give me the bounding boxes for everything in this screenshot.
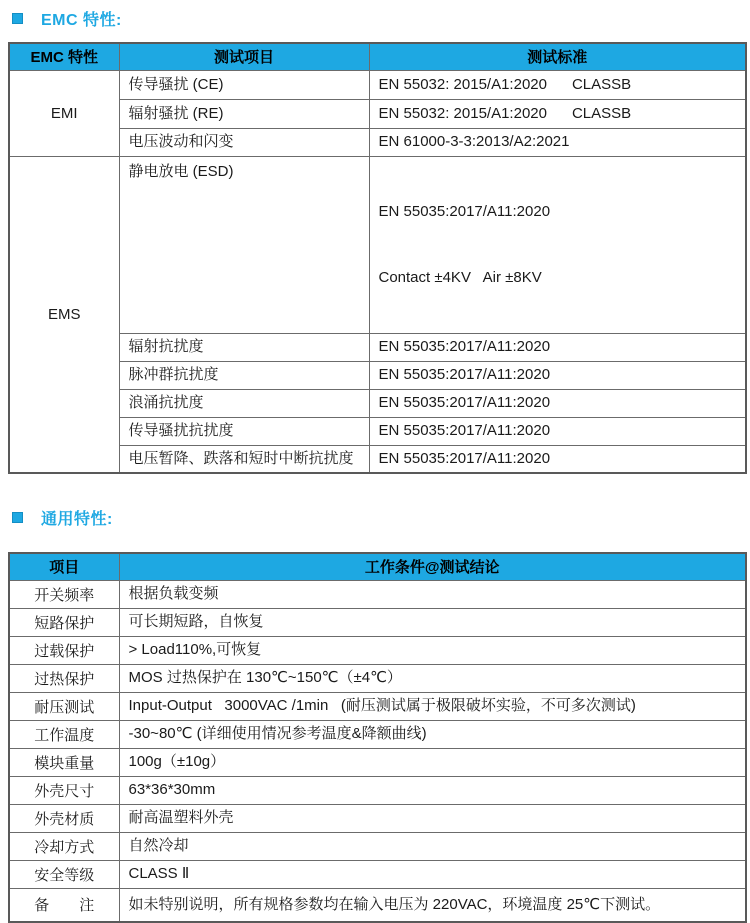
test-item-cell: 电压暂降、跌落和短时中断抗扰度 <box>119 445 369 473</box>
table-row <box>9 333 746 361</box>
general-table-header-row <box>9 553 746 580</box>
general-header-item: 项目 <box>9 553 119 580</box>
general-section-heading <box>12 507 745 527</box>
standard-line-2: Contact ±4KV Air ±8KV <box>378 268 542 286</box>
emc-group-label-emi: EMI <box>9 70 119 156</box>
table-row <box>9 156 746 333</box>
table-row <box>9 70 746 99</box>
test-standard-cell: EN 61000-3-3:2013/A2:2021 <box>369 128 746 156</box>
item-label-cell: 冷却方式 <box>9 832 119 860</box>
table-row <box>9 389 746 417</box>
item-value-cell: 100g（±10g） <box>119 748 746 776</box>
table-row <box>9 832 746 860</box>
item-value-cell: Input-Output 3000VAC /1min (耐压测试属于极限破坏实验，不可多次测试) <box>119 692 746 720</box>
table-row <box>9 720 746 748</box>
test-item-cell: 脉冲群抗扰度 <box>119 361 369 389</box>
item-value-cell: 自然冷却 <box>119 832 746 860</box>
emc-table <box>8 42 747 474</box>
table-row <box>9 748 746 776</box>
emc-group-label-ems: EMS <box>9 156 119 473</box>
general-table <box>8 552 747 923</box>
test-item-cell: 电压波动和闪变 <box>119 128 369 156</box>
item-value-cell: 耐高温塑料外壳 <box>119 804 746 832</box>
item-label-cell: 开关频率 <box>9 580 119 608</box>
item-label-cell: 模块重量 <box>9 748 119 776</box>
emc-table-header-row <box>9 43 746 70</box>
test-item-cell: 浪涌抗扰度 <box>119 389 369 417</box>
test-standard-cell <box>369 156 746 333</box>
item-value-cell: -30~80℃ (详细使用情况参考温度&降额曲线) <box>119 720 746 748</box>
test-standard-cell: EN 55035:2017/A11:2020 <box>369 389 746 417</box>
test-standard-cell: EN 55035:2017/A11:2020 <box>369 361 746 389</box>
item-label-cell: 短路保护 <box>9 608 119 636</box>
square-bullet-icon <box>12 13 23 24</box>
table-row <box>9 860 746 888</box>
item-label-cell: 安全等级 <box>9 860 119 888</box>
table-row <box>9 99 746 128</box>
test-item-cell: 传导骚扰 (CE) <box>119 70 369 99</box>
item-label-cell: 过载保护 <box>9 636 119 664</box>
item-label-cell: 工作温度 <box>9 720 119 748</box>
test-standard-cell: EN 55032: 2015/A1:2020 CLASSB <box>369 70 746 99</box>
item-label-cell: 过热保护 <box>9 664 119 692</box>
item-value-cell: CLASS Ⅱ <box>119 860 746 888</box>
test-item-cell: 传导骚扰抗扰度 <box>119 417 369 445</box>
item-value-cell: 63*36*30mm <box>119 776 746 804</box>
general-section-title: 通用特性: <box>41 510 113 528</box>
test-item-cell: 辐射抗扰度 <box>119 333 369 361</box>
table-row <box>9 804 746 832</box>
table-row <box>9 361 746 389</box>
item-value-cell: 根据负载变频 <box>119 580 746 608</box>
test-standard-cell: EN 55035:2017/A11:2020 <box>369 333 746 361</box>
item-value-cell: > Load110%,可恢复 <box>119 636 746 664</box>
test-item-cell: 静电放电 (ESD) <box>119 156 369 333</box>
emc-header-category: EMC 特性 <box>9 43 119 70</box>
standard-line-1: EN 55035:2017/A11:2020 <box>378 202 551 220</box>
table-row <box>9 128 746 156</box>
item-value-cell: MOS 过热保护在 130℃~150℃（±4℃） <box>119 664 746 692</box>
test-standard-cell: EN 55035:2017/A11:2020 <box>369 417 746 445</box>
item-label-cell: 外壳材质 <box>9 804 119 832</box>
item-label-cell: 外壳尺寸 <box>9 776 119 804</box>
item-label-cell: 备 注 <box>9 888 119 922</box>
item-value-cell: 如未特别说明，所有规格参数均在输入电压为 220VAC，环境温度 25℃下测试。 <box>119 888 746 922</box>
test-standard-cell: EN 55032: 2015/A1:2020 CLASSB <box>369 99 746 128</box>
general-header-condition: 工作条件@测试结论 <box>119 553 746 580</box>
emc-section-title: EMC 特性: <box>41 11 122 29</box>
item-value-cell: 可长期短路，自恢复 <box>119 608 746 636</box>
table-row <box>9 692 746 720</box>
table-row <box>9 636 746 664</box>
table-row <box>9 417 746 445</box>
emc-section-heading <box>12 8 745 28</box>
emc-header-test-item: 测试项目 <box>119 43 369 70</box>
test-standard-cell: EN 55035:2017/A11:2020 <box>369 445 746 473</box>
table-row <box>9 664 746 692</box>
table-row <box>9 888 746 922</box>
table-row <box>9 608 746 636</box>
square-bullet-icon <box>12 512 23 523</box>
table-row <box>9 445 746 473</box>
test-item-cell: 辐射骚扰 (RE) <box>119 99 369 128</box>
table-row <box>9 580 746 608</box>
emc-header-test-standard: 测试标准 <box>369 43 746 70</box>
table-row <box>9 776 746 804</box>
item-label-cell: 耐压测试 <box>9 692 119 720</box>
